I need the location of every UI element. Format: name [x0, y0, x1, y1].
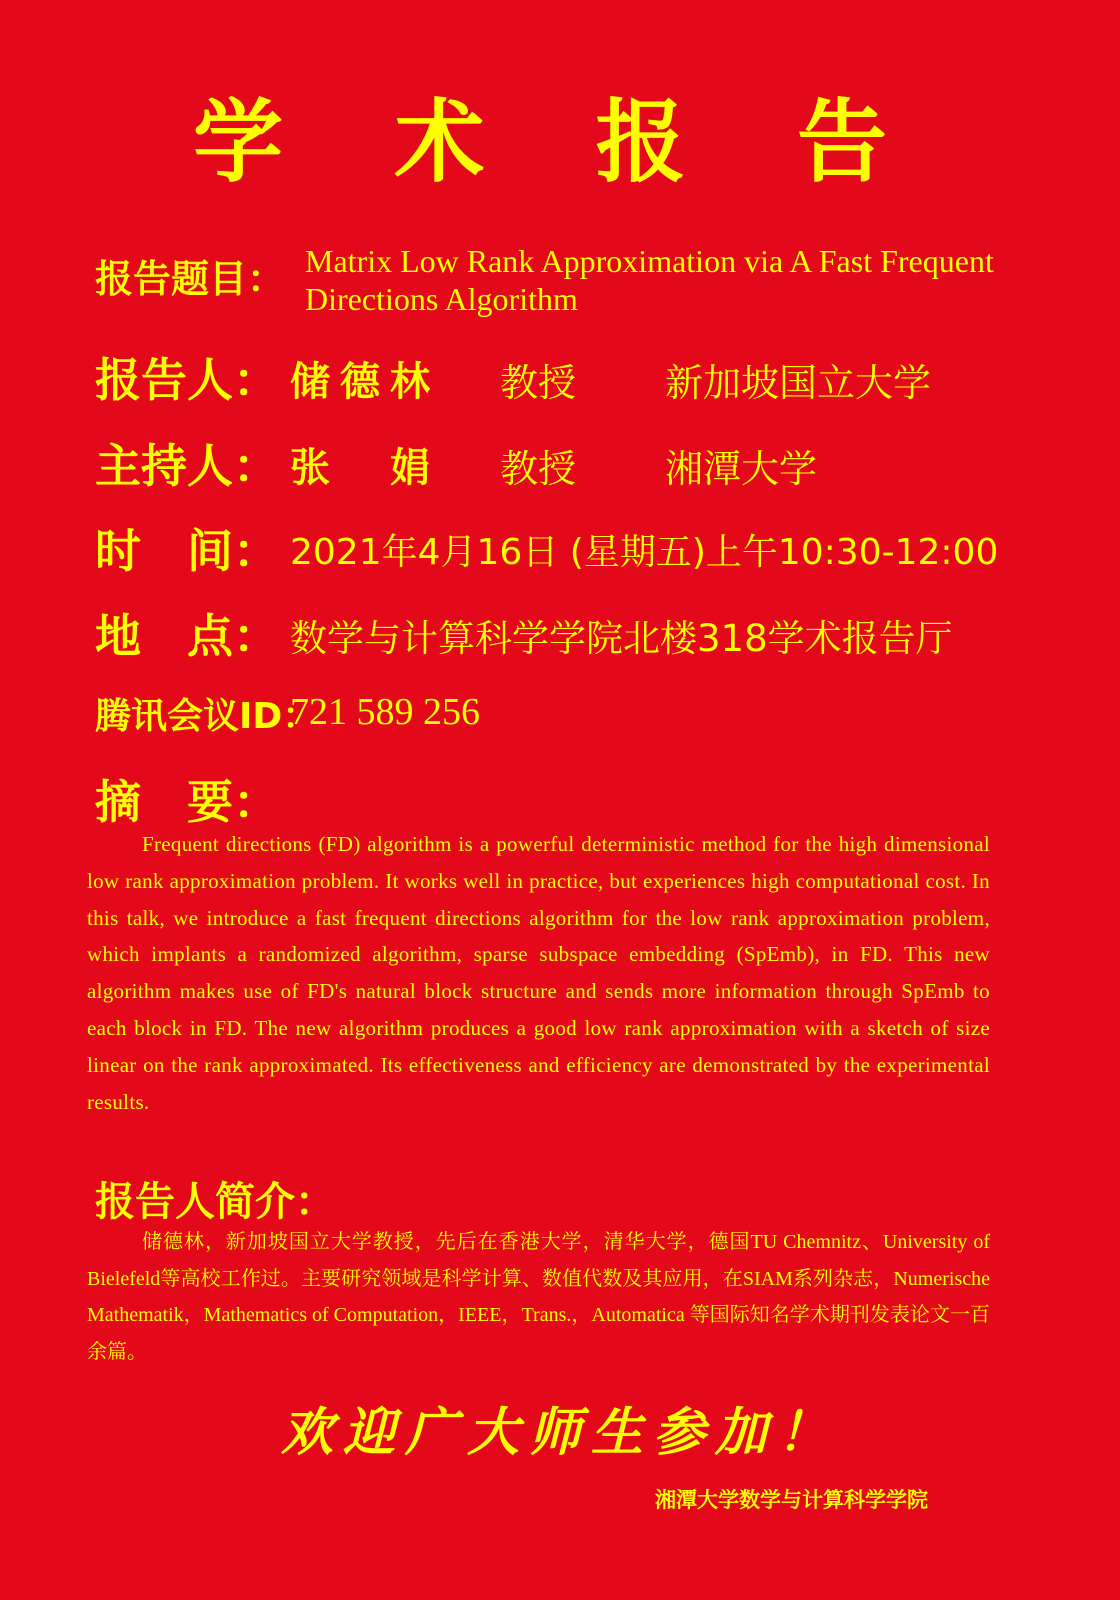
abstract-text: Frequent directions (FD) algorithm is a powerful deterministic method for the high dimensional low rank approximation problem. It works well in practice, but experiences high computational cost. In this talk, we introduce a fast frequent directions algorithm for the low rank approximation problem, which implants a randomized algorithm, sparse subspace embedding (SpEmb), in FD. This new algorithm makes use of FD's natural block structure and sends more information through SpEmb to each block in FD. The new algorithm produces a good low rank approximation with a sketch of size linear on the rank approximated. Its effectiveness and efficiency are demonstrated by the experimental results.	[87, 832, 990, 1114]
speaker-name: 储德林	[290, 359, 440, 405]
host-affiliation: 湘潭大学	[665, 447, 818, 491]
host-row	[95, 430, 279, 496]
bio-label: 报告人简介：	[95, 1179, 335, 1225]
time-row	[95, 515, 279, 581]
time-value: 2021年4月16日 (星期五)上午10:30-12:00	[290, 532, 999, 573]
place-value: 数学与计算科学学院北楼318学术报告厅	[290, 617, 953, 660]
topic-value: Matrix Low Rank Approximation via A Fast Frequent Directions Algorithm	[305, 243, 994, 317]
bio-row	[95, 1170, 335, 1227]
meeting-id: 721 589 256	[290, 691, 480, 733]
host-rank: 教授	[500, 447, 577, 491]
host-name: 张 娟	[290, 445, 440, 491]
welcome-banner: 欢迎广大师生参加！	[280, 1403, 839, 1463]
speaker-row	[95, 344, 279, 410]
abstract-row	[95, 766, 279, 832]
speaker-affiliation: 新加坡国立大学	[665, 361, 932, 405]
place-label: 地 点：	[95, 609, 279, 663]
host-label: 主持人：	[95, 439, 279, 493]
speaker-rank: 教授	[500, 361, 577, 405]
topic-label: 报告题目：	[95, 257, 286, 301]
place-row	[95, 600, 279, 666]
meeting-row	[95, 688, 318, 739]
meeting-label: 腾讯会议ID：	[95, 696, 319, 737]
poster-title: 学 术 报 告	[193, 90, 927, 195]
bio-text: 储德林，新加坡国立大学教授，先后在香港大学，清华大学，德国TU Chemnitz、University of Bielefeld等高校工作过。主要研究领域是科学计算、数值代数及其应用，在SIAM系列杂志，Numerische Mathematik，Mathematics of Computation，IEEE，Trans.，Automatica 等国际知名学术期刊发表论文一百余篇。	[87, 1231, 990, 1363]
speaker-label: 报告人：	[95, 353, 279, 407]
time-label: 时 间：	[95, 524, 279, 578]
abstract-label: 摘 要：	[95, 775, 279, 829]
organizer: 湘潭大学数学与计算科学学院	[655, 1488, 928, 1512]
